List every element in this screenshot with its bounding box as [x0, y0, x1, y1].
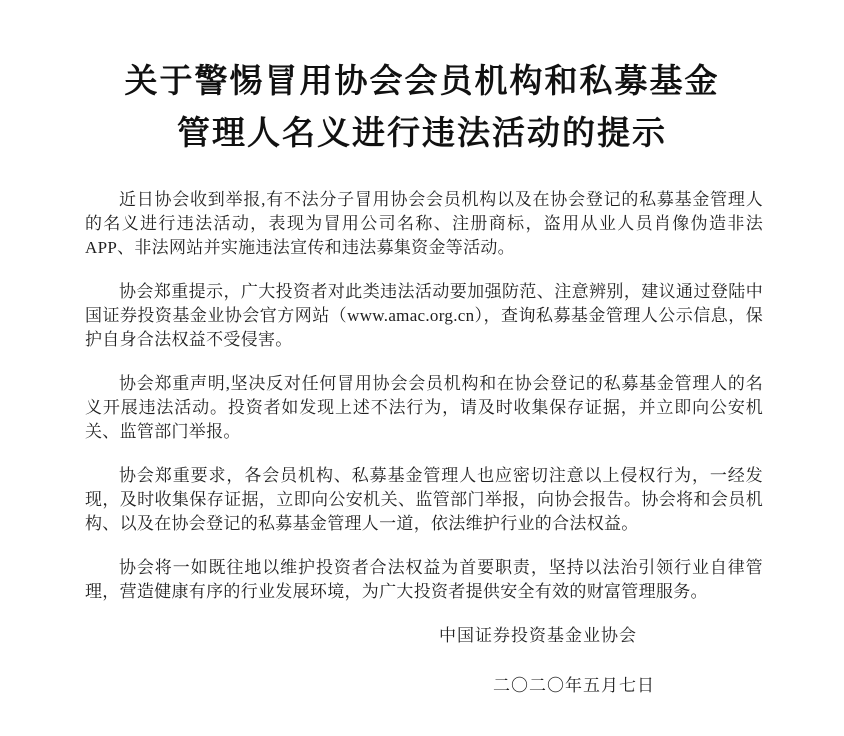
- paragraph-1: 近日协会收到举报,有不法分子冒用协会会员机构以及在协会登记的私募基金管理人的名义进行违法活动，表现为冒用公司名称、注册商标，盗用从业人员肖像伪造非法 APP、非法网站并实施违法宣传和违法募集资金等活动。: [85, 190, 763, 257]
- document-date: 二〇二〇年五月七日: [493, 676, 655, 695]
- paragraph-4: 协会郑重要求，各会员机构、私募基金管理人也应密切注意以上侵权行为，一经发现，及时收集保存证据，立即向公安机关、监管部门举报，向协会报告。协会将和会员机构、以及在协会登记的私募基金管理人一道，依法维护行业的合法权益。: [85, 466, 763, 533]
- paragraph-2: 协会郑重提示，广大投资者对此类违法活动要加强防范、注意辨别，建议通过登陆中国证券投资基金业协会官方网站（www.amac.org.cn），查询私募基金管理人公示信息，保护自身合法权益不受侵害。: [85, 282, 763, 349]
- document-title: [0, 0, 844, 160]
- paragraph-5: 协会将一如既往地以维护投资者合法权益为首要职责，坚持以法治引领行业自律管理，营造健康有序的行业发展环境，为广大投资者提供安全有效的财富管理服务。: [85, 558, 763, 601]
- title-line-2: 管理人名义进行违法活动的提示: [177, 116, 667, 152]
- signature-org-name: 中国证券投资基金业协会: [439, 626, 637, 645]
- document-body: [85, 188, 763, 698]
- title-line-1: 关于警惕冒用协会会员机构和私募基金: [124, 64, 720, 100]
- paragraph-3: 协会郑重声明,坚决反对任何冒用协会会员机构和在协会登记的私募基金管理人的名义开展违法活动。投资者如发现上述不法行为，请及时收集保存证据，并立即向公安机关、监管部门举报。: [85, 374, 763, 441]
